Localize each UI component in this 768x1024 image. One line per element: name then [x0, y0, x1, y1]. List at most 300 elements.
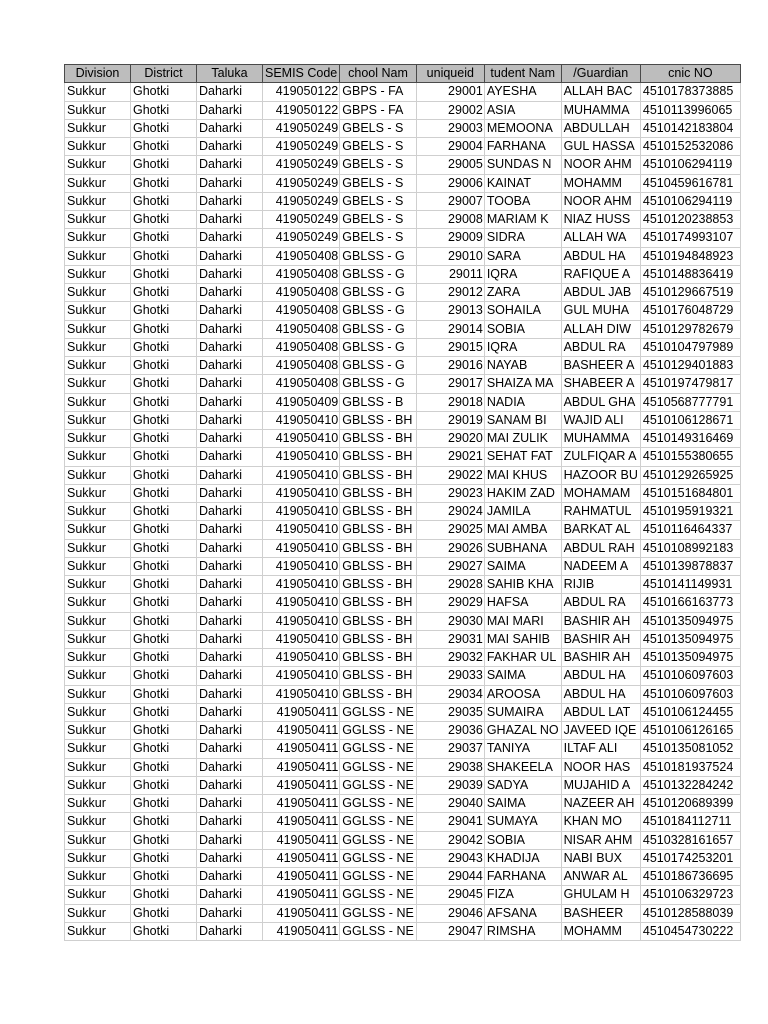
cell-uniqueid[interactable]: 29036 [416, 722, 484, 740]
cell-cnic[interactable]: 4510328161657 [640, 831, 740, 849]
cell-division[interactable]: Sukkur [65, 740, 131, 758]
cell-student-name[interactable]: RIMSHA [484, 922, 561, 940]
cell-cnic[interactable]: 4510106124455 [640, 703, 740, 721]
cell-guardian[interactable]: SHABEER A [561, 375, 640, 393]
cell-division[interactable]: Sukkur [65, 594, 131, 612]
cell-taluka[interactable]: Daharki [197, 83, 263, 101]
cell-semis-code[interactable]: 419050409 [263, 393, 340, 411]
cell-uniqueid[interactable]: 29023 [416, 484, 484, 502]
cell-school-name[interactable]: GBLSS - G [340, 265, 417, 283]
cell-district[interactable]: Ghotki [131, 138, 197, 156]
cell-uniqueid[interactable]: 29019 [416, 411, 484, 429]
cell-cnic[interactable]: 4510186736695 [640, 868, 740, 886]
cell-division[interactable]: Sukkur [65, 849, 131, 867]
cell-division[interactable]: Sukkur [65, 868, 131, 886]
cell-cnic[interactable]: 4510116464337 [640, 521, 740, 539]
cell-cnic[interactable]: 4510106128671 [640, 411, 740, 429]
cell-cnic[interactable]: 4510120689399 [640, 795, 740, 813]
cell-division[interactable]: Sukkur [65, 174, 131, 192]
cell-taluka[interactable]: Daharki [197, 192, 263, 210]
cell-taluka[interactable]: Daharki [197, 101, 263, 119]
cell-taluka[interactable]: Daharki [197, 229, 263, 247]
cell-cnic[interactable]: 4510459616781 [640, 174, 740, 192]
cell-semis-code[interactable]: 419050411 [263, 722, 340, 740]
cell-cnic[interactable]: 4510108992183 [640, 539, 740, 557]
cell-taluka[interactable]: Daharki [197, 119, 263, 137]
header-district[interactable]: District [131, 65, 197, 83]
cell-semis-code[interactable]: 419050249 [263, 119, 340, 137]
cell-student-name[interactable]: KHADIJA [484, 849, 561, 867]
cell-uniqueid[interactable]: 29021 [416, 448, 484, 466]
cell-district[interactable]: Ghotki [131, 703, 197, 721]
cell-student-name[interactable]: MAI KHUS [484, 466, 561, 484]
cell-uniqueid[interactable]: 29022 [416, 466, 484, 484]
cell-student-name[interactable]: SUMAYA [484, 813, 561, 831]
cell-division[interactable]: Sukkur [65, 284, 131, 302]
cell-guardian[interactable]: NOOR AHM [561, 192, 640, 210]
cell-division[interactable]: Sukkur [65, 302, 131, 320]
cell-district[interactable]: Ghotki [131, 740, 197, 758]
cell-student-name[interactable]: SAIMA [484, 557, 561, 575]
cell-semis-code[interactable]: 419050410 [263, 630, 340, 648]
cell-district[interactable]: Ghotki [131, 922, 197, 940]
cell-school-name[interactable]: GBLSS - BH [340, 594, 417, 612]
cell-district[interactable]: Ghotki [131, 503, 197, 521]
cell-district[interactable]: Ghotki [131, 448, 197, 466]
cell-uniqueid[interactable]: 29034 [416, 685, 484, 703]
cell-taluka[interactable]: Daharki [197, 302, 263, 320]
cell-student-name[interactable]: MAI ZULIK [484, 430, 561, 448]
cell-uniqueid[interactable]: 29014 [416, 320, 484, 338]
cell-student-name[interactable]: HAFSA [484, 594, 561, 612]
cell-cnic[interactable]: 4510129401883 [640, 357, 740, 375]
cell-cnic[interactable]: 4510128588039 [640, 904, 740, 922]
cell-student-name[interactable]: FIZA [484, 886, 561, 904]
cell-student-name[interactable]: AROOSA [484, 685, 561, 703]
cell-semis-code[interactable]: 419050249 [263, 211, 340, 229]
cell-cnic[interactable]: 4510176048729 [640, 302, 740, 320]
cell-guardian[interactable]: RIJIB [561, 576, 640, 594]
cell-district[interactable]: Ghotki [131, 667, 197, 685]
cell-uniqueid[interactable]: 29018 [416, 393, 484, 411]
cell-semis-code[interactable]: 419050411 [263, 795, 340, 813]
cell-cnic[interactable]: 4510113996065 [640, 101, 740, 119]
cell-taluka[interactable]: Daharki [197, 594, 263, 612]
cell-cnic[interactable]: 4510135094975 [640, 649, 740, 667]
cell-division[interactable]: Sukkur [65, 795, 131, 813]
cell-student-name[interactable]: NAYAB [484, 357, 561, 375]
cell-district[interactable]: Ghotki [131, 722, 197, 740]
cell-semis-code[interactable]: 419050408 [263, 375, 340, 393]
cell-semis-code[interactable]: 419050122 [263, 83, 340, 101]
cell-district[interactable]: Ghotki [131, 868, 197, 886]
cell-guardian[interactable]: RAHMATUL [561, 503, 640, 521]
cell-guardian[interactable]: ABDUL JAB [561, 284, 640, 302]
cell-school-name[interactable]: GBELS - S [340, 229, 417, 247]
cell-guardian[interactable]: ZULFIQAR A [561, 448, 640, 466]
cell-cnic[interactable]: 4510141149931 [640, 576, 740, 594]
cell-guardian[interactable]: NIAZ HUSS [561, 211, 640, 229]
cell-cnic[interactable]: 4510135094975 [640, 612, 740, 630]
cell-semis-code[interactable]: 419050249 [263, 156, 340, 174]
cell-uniqueid[interactable]: 29031 [416, 630, 484, 648]
cell-division[interactable]: Sukkur [65, 831, 131, 849]
cell-guardian[interactable]: ABDUL LAT [561, 703, 640, 721]
cell-uniqueid[interactable]: 29041 [416, 813, 484, 831]
cell-taluka[interactable]: Daharki [197, 576, 263, 594]
cell-school-name[interactable]: GGLSS - NE [340, 922, 417, 940]
cell-division[interactable]: Sukkur [65, 886, 131, 904]
cell-division[interactable]: Sukkur [65, 338, 131, 356]
cell-uniqueid[interactable]: 29020 [416, 430, 484, 448]
cell-division[interactable]: Sukkur [65, 503, 131, 521]
cell-school-name[interactable]: GBELS - S [340, 174, 417, 192]
cell-guardian[interactable]: BASHEER [561, 904, 640, 922]
cell-guardian[interactable]: MOHAMM [561, 174, 640, 192]
cell-taluka[interactable]: Daharki [197, 776, 263, 794]
cell-guardian[interactable]: ALLAH BAC [561, 83, 640, 101]
cell-semis-code[interactable]: 419050411 [263, 776, 340, 794]
cell-cnic[interactable]: 4510174993107 [640, 229, 740, 247]
cell-guardian[interactable]: KHAN MO [561, 813, 640, 831]
cell-uniqueid[interactable]: 29009 [416, 229, 484, 247]
cell-cnic[interactable]: 4510120238853 [640, 211, 740, 229]
cell-guardian[interactable]: ILTAF ALI [561, 740, 640, 758]
cell-division[interactable]: Sukkur [65, 119, 131, 137]
cell-uniqueid[interactable]: 29040 [416, 795, 484, 813]
cell-student-name[interactable]: SHAIZA MA [484, 375, 561, 393]
cell-school-name[interactable]: GBLSS - BH [340, 466, 417, 484]
cell-uniqueid[interactable]: 29002 [416, 101, 484, 119]
cell-district[interactable]: Ghotki [131, 119, 197, 137]
cell-student-name[interactable]: SIDRA [484, 229, 561, 247]
cell-uniqueid[interactable]: 29013 [416, 302, 484, 320]
cell-district[interactable]: Ghotki [131, 156, 197, 174]
cell-taluka[interactable]: Daharki [197, 904, 263, 922]
cell-uniqueid[interactable]: 29044 [416, 868, 484, 886]
cell-cnic[interactable]: 4510139878837 [640, 557, 740, 575]
cell-guardian[interactable]: MUHAMMA [561, 430, 640, 448]
cell-uniqueid[interactable]: 29047 [416, 922, 484, 940]
cell-district[interactable]: Ghotki [131, 466, 197, 484]
cell-division[interactable]: Sukkur [65, 557, 131, 575]
cell-district[interactable]: Ghotki [131, 776, 197, 794]
cell-uniqueid[interactable]: 29004 [416, 138, 484, 156]
cell-cnic[interactable]: 4510178373885 [640, 83, 740, 101]
cell-guardian[interactable]: ABDUL GHA [561, 393, 640, 411]
cell-division[interactable]: Sukkur [65, 466, 131, 484]
cell-uniqueid[interactable]: 29042 [416, 831, 484, 849]
cell-taluka[interactable]: Daharki [197, 722, 263, 740]
cell-division[interactable]: Sukkur [65, 904, 131, 922]
cell-student-name[interactable]: MEMOONA [484, 119, 561, 137]
cell-school-name[interactable]: GGLSS - NE [340, 868, 417, 886]
cell-uniqueid[interactable]: 29045 [416, 886, 484, 904]
cell-school-name[interactable]: GBELS - S [340, 138, 417, 156]
cell-division[interactable]: Sukkur [65, 667, 131, 685]
cell-district[interactable]: Ghotki [131, 630, 197, 648]
cell-division[interactable]: Sukkur [65, 484, 131, 502]
cell-semis-code[interactable]: 419050410 [263, 576, 340, 594]
cell-uniqueid[interactable]: 29046 [416, 904, 484, 922]
cell-semis-code[interactable]: 419050410 [263, 594, 340, 612]
cell-guardian[interactable]: ABDUL RA [561, 338, 640, 356]
cell-district[interactable]: Ghotki [131, 430, 197, 448]
cell-taluka[interactable]: Daharki [197, 849, 263, 867]
cell-school-name[interactable]: GBLSS - BH [340, 448, 417, 466]
cell-student-name[interactable]: AYESHA [484, 83, 561, 101]
cell-division[interactable]: Sukkur [65, 630, 131, 648]
cell-taluka[interactable]: Daharki [197, 795, 263, 813]
cell-school-name[interactable]: GBLSS - G [340, 247, 417, 265]
cell-uniqueid[interactable]: 29003 [416, 119, 484, 137]
cell-semis-code[interactable]: 419050411 [263, 740, 340, 758]
cell-student-name[interactable]: FAKHAR UL [484, 649, 561, 667]
cell-division[interactable]: Sukkur [65, 229, 131, 247]
cell-school-name[interactable]: GBLSS - BH [340, 685, 417, 703]
cell-taluka[interactable]: Daharki [197, 393, 263, 411]
cell-cnic[interactable]: 4510454730222 [640, 922, 740, 940]
cell-uniqueid[interactable]: 29028 [416, 576, 484, 594]
cell-division[interactable]: Sukkur [65, 265, 131, 283]
cell-district[interactable]: Ghotki [131, 393, 197, 411]
cell-division[interactable]: Sukkur [65, 320, 131, 338]
cell-guardian[interactable]: NADEEM A [561, 557, 640, 575]
cell-semis-code[interactable]: 419050410 [263, 557, 340, 575]
cell-uniqueid[interactable]: 29032 [416, 649, 484, 667]
cell-school-name[interactable]: GBLSS - BH [340, 667, 417, 685]
cell-cnic[interactable]: 4510181937524 [640, 758, 740, 776]
cell-student-name[interactable]: SARA [484, 247, 561, 265]
cell-student-name[interactable]: AFSANA [484, 904, 561, 922]
cell-semis-code[interactable]: 419050411 [263, 813, 340, 831]
cell-division[interactable]: Sukkur [65, 612, 131, 630]
cell-uniqueid[interactable]: 29005 [416, 156, 484, 174]
cell-district[interactable]: Ghotki [131, 886, 197, 904]
cell-student-name[interactable]: KAINAT [484, 174, 561, 192]
header-division[interactable]: Division [65, 65, 131, 83]
cell-school-name[interactable]: GBLSS - G [340, 320, 417, 338]
cell-cnic[interactable]: 4510142183804 [640, 119, 740, 137]
cell-school-name[interactable]: GBLSS - BH [340, 503, 417, 521]
cell-cnic[interactable]: 4510166163773 [640, 594, 740, 612]
cell-uniqueid[interactable]: 29010 [416, 247, 484, 265]
cell-taluka[interactable]: Daharki [197, 758, 263, 776]
cell-student-name[interactable]: SAIMA [484, 667, 561, 685]
cell-uniqueid[interactable]: 29007 [416, 192, 484, 210]
cell-semis-code[interactable]: 419050410 [263, 539, 340, 557]
cell-district[interactable]: Ghotki [131, 265, 197, 283]
cell-school-name[interactable]: GBELS - S [340, 211, 417, 229]
cell-uniqueid[interactable]: 29017 [416, 375, 484, 393]
cell-semis-code[interactable]: 419050410 [263, 484, 340, 502]
cell-district[interactable]: Ghotki [131, 320, 197, 338]
header-uniqueid[interactable]: uniqueid [416, 65, 484, 83]
cell-division[interactable]: Sukkur [65, 685, 131, 703]
cell-school-name[interactable]: GBLSS - BH [340, 484, 417, 502]
cell-guardian[interactable]: GHULAM H [561, 886, 640, 904]
cell-cnic[interactable]: 4510195919321 [640, 503, 740, 521]
cell-taluka[interactable]: Daharki [197, 357, 263, 375]
cell-guardian[interactable]: ALLAH DIW [561, 320, 640, 338]
cell-school-name[interactable]: GGLSS - NE [340, 795, 417, 813]
cell-school-name[interactable]: GGLSS - NE [340, 758, 417, 776]
cell-school-name[interactable]: GBLSS - G [340, 375, 417, 393]
cell-uniqueid[interactable]: 29015 [416, 338, 484, 356]
cell-student-name[interactable]: SHAKEELA [484, 758, 561, 776]
cell-semis-code[interactable]: 419050411 [263, 758, 340, 776]
cell-student-name[interactable]: FARHANA [484, 868, 561, 886]
cell-school-name[interactable]: GBPS - FA [340, 83, 417, 101]
cell-district[interactable]: Ghotki [131, 375, 197, 393]
cell-student-name[interactable]: SANAM BI [484, 411, 561, 429]
cell-cnic[interactable]: 4510148836419 [640, 265, 740, 283]
cell-semis-code[interactable]: 419050408 [263, 247, 340, 265]
cell-uniqueid[interactable]: 29035 [416, 703, 484, 721]
cell-taluka[interactable]: Daharki [197, 868, 263, 886]
cell-division[interactable]: Sukkur [65, 375, 131, 393]
cell-cnic[interactable]: 4510174253201 [640, 849, 740, 867]
cell-district[interactable]: Ghotki [131, 83, 197, 101]
cell-school-name[interactable]: GBLSS - BH [340, 630, 417, 648]
cell-student-name[interactable]: HAKIM ZAD [484, 484, 561, 502]
cell-taluka[interactable]: Daharki [197, 886, 263, 904]
cell-school-name[interactable]: GBLSS - BH [340, 576, 417, 594]
cell-school-name[interactable]: GBLSS - BH [340, 539, 417, 557]
cell-cnic[interactable]: 4510106329723 [640, 886, 740, 904]
cell-guardian[interactable]: ANWAR AL [561, 868, 640, 886]
cell-uniqueid[interactable]: 29043 [416, 849, 484, 867]
cell-school-name[interactable]: GBLSS - G [340, 302, 417, 320]
cell-division[interactable]: Sukkur [65, 776, 131, 794]
cell-district[interactable]: Ghotki [131, 539, 197, 557]
cell-district[interactable]: Ghotki [131, 101, 197, 119]
cell-semis-code[interactable]: 419050410 [263, 466, 340, 484]
cell-division[interactable]: Sukkur [65, 448, 131, 466]
cell-student-name[interactable]: TOOBA [484, 192, 561, 210]
cell-school-name[interactable]: GBELS - S [340, 156, 417, 174]
cell-guardian[interactable]: BASHEER A [561, 357, 640, 375]
cell-district[interactable]: Ghotki [131, 795, 197, 813]
cell-uniqueid[interactable]: 29016 [416, 357, 484, 375]
cell-school-name[interactable]: GBELS - S [340, 192, 417, 210]
cell-taluka[interactable]: Daharki [197, 156, 263, 174]
cell-student-name[interactable]: FARHANA [484, 138, 561, 156]
cell-taluka[interactable]: Daharki [197, 813, 263, 831]
cell-taluka[interactable]: Daharki [197, 539, 263, 557]
cell-division[interactable]: Sukkur [65, 576, 131, 594]
cell-taluka[interactable]: Daharki [197, 630, 263, 648]
header-semis-code[interactable]: SEMIS Code [263, 65, 340, 83]
cell-uniqueid[interactable]: 29024 [416, 503, 484, 521]
cell-semis-code[interactable]: 419050249 [263, 174, 340, 192]
cell-uniqueid[interactable]: 29008 [416, 211, 484, 229]
cell-taluka[interactable]: Daharki [197, 466, 263, 484]
cell-guardian[interactable]: ALLAH WA [561, 229, 640, 247]
cell-student-name[interactable]: TANIYA [484, 740, 561, 758]
cell-guardian[interactable]: BASHIR AH [561, 649, 640, 667]
cell-guardian[interactable]: NOOR HAS [561, 758, 640, 776]
cell-guardian[interactable]: NAZEER AH [561, 795, 640, 813]
cell-division[interactable]: Sukkur [65, 430, 131, 448]
cell-school-name[interactable]: GGLSS - NE [340, 849, 417, 867]
cell-cnic[interactable]: 4510106097603 [640, 685, 740, 703]
cell-division[interactable]: Sukkur [65, 813, 131, 831]
cell-semis-code[interactable]: 419050411 [263, 922, 340, 940]
cell-school-name[interactable]: GBLSS - BH [340, 649, 417, 667]
cell-uniqueid[interactable]: 29039 [416, 776, 484, 794]
cell-student-name[interactable]: SUMAIRA [484, 703, 561, 721]
cell-student-name[interactable]: MAI AMBA [484, 521, 561, 539]
cell-guardian[interactable]: ABDULLAH [561, 119, 640, 137]
cell-guardian[interactable]: JAVEED IQE [561, 722, 640, 740]
cell-district[interactable]: Ghotki [131, 192, 197, 210]
cell-taluka[interactable]: Daharki [197, 667, 263, 685]
cell-student-name[interactable]: MARIAM K [484, 211, 561, 229]
cell-student-name[interactable]: SOHAILA [484, 302, 561, 320]
cell-division[interactable]: Sukkur [65, 192, 131, 210]
cell-division[interactable]: Sukkur [65, 247, 131, 265]
cell-taluka[interactable]: Daharki [197, 320, 263, 338]
cell-semis-code[interactable]: 419050122 [263, 101, 340, 119]
cell-taluka[interactable]: Daharki [197, 831, 263, 849]
cell-taluka[interactable]: Daharki [197, 211, 263, 229]
cell-guardian[interactable]: BASHIR AH [561, 612, 640, 630]
cell-semis-code[interactable]: 419050411 [263, 831, 340, 849]
cell-cnic[interactable]: 4510106294119 [640, 156, 740, 174]
cell-student-name[interactable]: SAHIB KHA [484, 576, 561, 594]
cell-uniqueid[interactable]: 29001 [416, 83, 484, 101]
cell-student-name[interactable]: SUNDAS N [484, 156, 561, 174]
cell-semis-code[interactable]: 419050249 [263, 192, 340, 210]
cell-school-name[interactable]: GGLSS - NE [340, 813, 417, 831]
cell-guardian[interactable]: GUL MUHA [561, 302, 640, 320]
cell-guardian[interactable]: BARKAT AL [561, 521, 640, 539]
cell-division[interactable]: Sukkur [65, 357, 131, 375]
cell-uniqueid[interactable]: 29026 [416, 539, 484, 557]
cell-guardian[interactable]: WAJID ALI [561, 411, 640, 429]
cell-cnic[interactable]: 4510106097603 [640, 667, 740, 685]
cell-district[interactable]: Ghotki [131, 521, 197, 539]
cell-division[interactable]: Sukkur [65, 649, 131, 667]
cell-guardian[interactable]: NISAR AHM [561, 831, 640, 849]
cell-cnic[interactable]: 4510106294119 [640, 192, 740, 210]
cell-cnic[interactable]: 4510149316469 [640, 430, 740, 448]
cell-guardian[interactable]: ABDUL HA [561, 247, 640, 265]
cell-taluka[interactable]: Daharki [197, 484, 263, 502]
cell-semis-code[interactable]: 419050411 [263, 886, 340, 904]
cell-student-name[interactable]: IQRA [484, 338, 561, 356]
cell-district[interactable]: Ghotki [131, 758, 197, 776]
cell-semis-code[interactable]: 419050408 [263, 284, 340, 302]
cell-student-name[interactable]: ASIA [484, 101, 561, 119]
cell-cnic[interactable]: 4510184112711 [640, 813, 740, 831]
cell-student-name[interactable]: SUBHANA [484, 539, 561, 557]
header-taluka[interactable]: Taluka [197, 65, 263, 83]
cell-division[interactable]: Sukkur [65, 703, 131, 721]
cell-cnic[interactable]: 4510151684801 [640, 484, 740, 502]
cell-school-name[interactable]: GBLSS - BH [340, 521, 417, 539]
cell-semis-code[interactable]: 419050411 [263, 868, 340, 886]
cell-division[interactable]: Sukkur [65, 83, 131, 101]
cell-cnic[interactable]: 4510135094975 [640, 630, 740, 648]
cell-guardian[interactable]: MUJAHID A [561, 776, 640, 794]
cell-uniqueid[interactable]: 29006 [416, 174, 484, 192]
cell-uniqueid[interactable]: 29012 [416, 284, 484, 302]
cell-division[interactable]: Sukkur [65, 393, 131, 411]
cell-cnic[interactable]: 4510129667519 [640, 284, 740, 302]
cell-division[interactable]: Sukkur [65, 138, 131, 156]
